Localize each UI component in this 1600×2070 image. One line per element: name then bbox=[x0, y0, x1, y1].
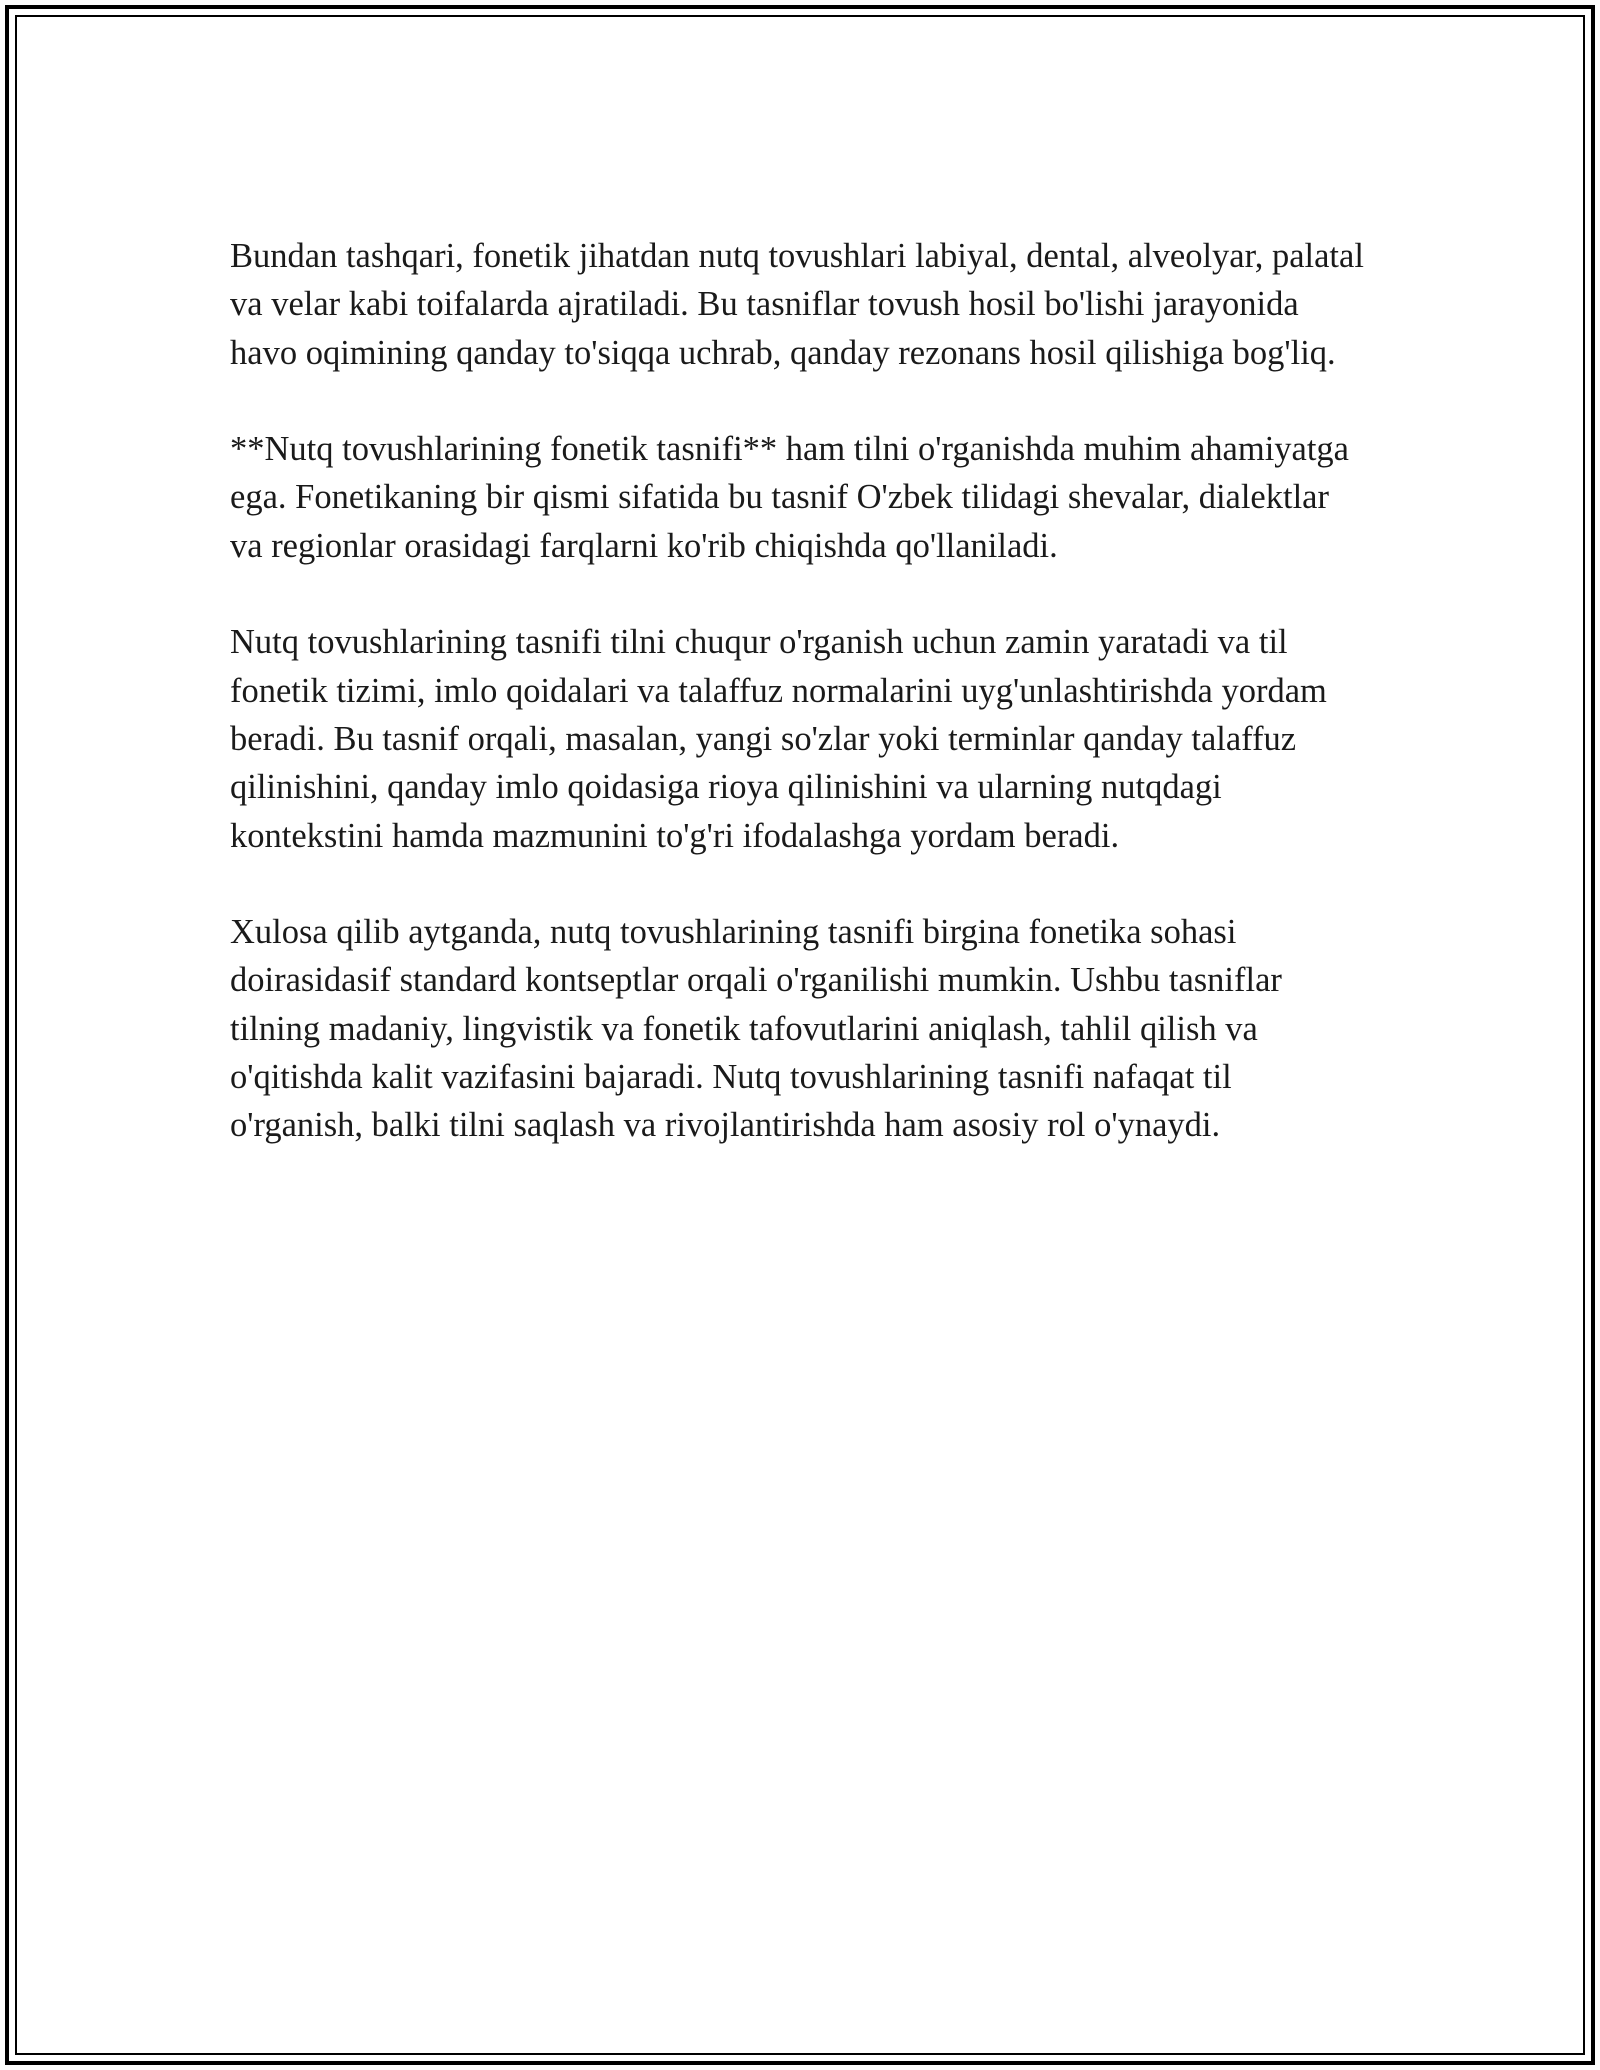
paragraph-4: Xulosa qilib aytganda, nutq tovushlarining tasnifi birgina fonetika sohasi doirasidasif standard kontseptlar orqali o'rganilishi mumkin. Ushbu tasniflar tilning madaniy, lingvistik va fonetik tafovutlarini aniqlash, tahlil qilish va o'qitishda kalit vazifasini bajaradi. Nutq tovushlarining tasnifi nafaqat til o'rganish, balki tilni saqlash va rivojlantirishda ham asosiy rol o'ynaydi. bbox=[230, 913, 1282, 1145]
paragraph-1: Bundan tashqari, fonetik jihatdan nutq tovushlari labiyal, dental, alveolyar, palatal va velar kabi toifalarda ajratiladi. Bu tasniflar tovush hosil bo'lishi jarayonida havo oqimining qanday to'siqqa uchrab, qanday rezonans hosil qilishiga bog'liq. bbox=[230, 237, 1364, 372]
paragraph-3: Nutq tovushlarining tasnifi tilni chuqur o'rganish uchun zamin yaratadi va til fonetik tizimi, imlo qoidalari va talaffuz normalarini uyg'unlashtirishda yordam beradi. Bu tasnif orqali, masalan, yangi so'zlar yoki terminlar qanday talaffuz qilinishini, qanday imlo qoidasiga rioya qilinishini va ularning nutqdagi kontekstini hamda mazmunini to'g'ri ifodalashga yordam beradi. bbox=[230, 623, 1327, 855]
paragraph-2: **Nutq tovushlarining fonetik tasnifi** ham tilni o'rganishda muhim ahamiyatga ega. Fonetikaning bir qismi sifatida bu tasnif O'zbek tilidagi shevalar, dialektlar va regionlar orasidagi farqlarni ko'rib chiqishda qo'llaniladi. bbox=[230, 430, 1349, 565]
document-body bbox=[230, 232, 1370, 1198]
